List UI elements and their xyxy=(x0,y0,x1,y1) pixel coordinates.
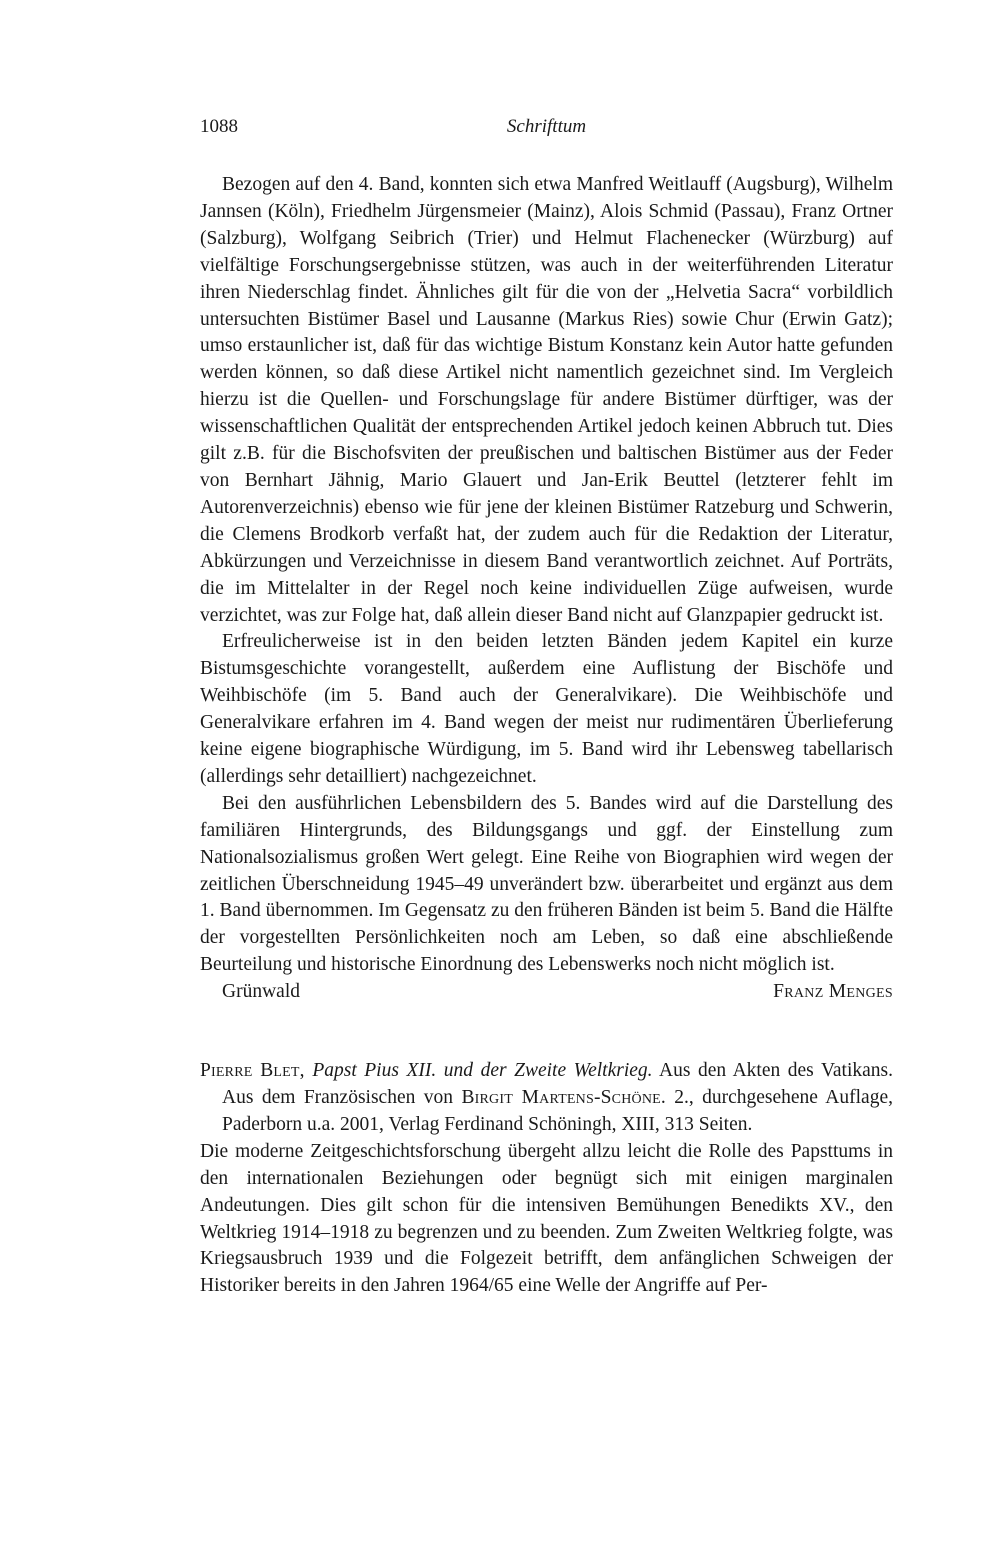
body-paragraph: Bezogen auf den 4. Band, konnten sich etwa Manfred Weitlauff (Augsburg), Wilhelm Jannsen (Köln), Friedhelm Jürgensmeier (Mainz), Alois Schmid (Passau), Franz Ortner (Salzburg), Wolfgang Seibrich (Trier) und Helmut Flachenecker (Würzburg) auf vielfältige Forschungsergebnisse stützen, was auch in der weiterführenden Literatur ihren Niederschlag findet. Ähnliches gilt für die von der „Helvetia Sacra“ vorbildlich untersuchten Bistümer Basel und Lausanne (Markus Ries) sowie Chur (Erwin Gatz); umso erstaunlicher ist, daß für das wichtige Bistum Konstanz kein Autor hatte gefunden werden können, so daß diese Artikel nicht namentlich gezeichnet sind. Im Vergleich hierzu ist die Quellen- und Forschungslage für andere Bistümer dürftiger, was der wissenschaftlichen Qualität der entsprechenden Artikel jedoch keinen Abbruch tut. Dies gilt z.B. für die Bischofsviten der preußischen und baltischen Bistümer aus der Feder von Bernhart Jähnig, Mario Glauert und Jan-Erik Beuttel (letzterer fehlt im Autorenverzeichnis) ebenso wie für jene der kleinen Bistümer Ratzeburg und Schwerin, die Clemens Brodkorb verfaßt hat, der zudem auch für die Redaktion der Literatur, Abkürzungen und Verzeichnisse in diesem Band verantwortlich zeichnet. Auf Porträts, die im Mittelalter in der Regel noch keine individuellen Züge aufweisen, wurde verzichtet, was zur Folge hat, daß allein dieser Band nicht auf Glanzpapier gedruckt ist. xyxy=(200,174,893,626)
reviewer-name: Franz Menges xyxy=(773,981,893,1003)
book-publication: . 2., durchgesehene Auflage, Paderborn u.a. 2001, Verlag Ferdinand Schöningh, XIII, 313 Seiten. xyxy=(222,1087,893,1135)
review-body: Die moderne Zeitgeschichtsforschung übergeht allzu leicht die Rolle des Papsttums in den internationalen Beziehungen oder begnügt sich mit einigen marginalen Andeutungen. Dies gilt schon für die intensiven Bemühungen Benedikts XV., den Weltkrieg 1914–1918 zu begrenzen und zu beenden. Zum Zweiten Weltkrieg folgte, was Kriegsausbruch 1939 und die Folgezeit betrifft, dem anfänglichen Schweigen der Historiker bereits in den Jahren 1964/65 eine Welle der Angriffe auf Per- xyxy=(200,1140,893,1297)
body-paragraph: Erfreulicherweise ist in den beiden letzten Bänden jedem Kapitel ein kurze Bistumsgeschichte vorangestellt, außerdem eine Auflistung der Bischöfe und Weihbischöfe (im 5. Band auch der Generalvikare). Die Weihbischöfe und Generalvikare erfahren im 4. Band wegen der meist nur rudimentären Überlieferung keine eigene biographische Würdigung, im 5. Band wird ihr Lebensweg tabellarisch (allerdings sehr detailliert) nachgezeichnet. xyxy=(200,631,893,787)
book-translator: Birgit Martens-Schöne xyxy=(461,1087,661,1108)
body-paragraph: Bei den ausführlichen Lebensbildern des 5. Bandes wird auf die Darstellung des familiären Hintergrunds, des Bildungsgangs und ggf. der Einstellung zum Nationalsozialismus großen Wert gelegt. Eine Reihe von Biographien wird wegen der zeitlichen Überschneidung 1945–49 unverändert bzw. überarbeitet und ergänzt aus dem 1. Band übernommen. Im Gegensatz zu den früheren Bänden ist beim 5. Band die Hälfte der vorgestellten Persönlichkeiten noch am Leben, so daß eine abschließende Beurteilung und historische Einordnung des Lebenswerks noch nicht möglich ist. xyxy=(200,792,893,976)
reviewer-place: Grünwald xyxy=(222,981,300,1003)
book-author: Pierre Blet, xyxy=(200,1060,305,1082)
review-continuation xyxy=(200,172,893,979)
book-citation xyxy=(200,1058,893,1139)
page xyxy=(200,116,893,1300)
running-title: Schrifttum xyxy=(506,116,587,137)
review-entry xyxy=(200,1058,893,1300)
book-title: Papst Pius XII. und der Zweite Weltkrieg. xyxy=(312,1060,653,1082)
page-header xyxy=(200,116,893,144)
review-signoff xyxy=(200,979,893,1006)
book-subtitle: Aus den Akten des Vatikans. Aus dem Französischen von xyxy=(222,1060,893,1108)
page-number: 1088 xyxy=(200,116,238,137)
